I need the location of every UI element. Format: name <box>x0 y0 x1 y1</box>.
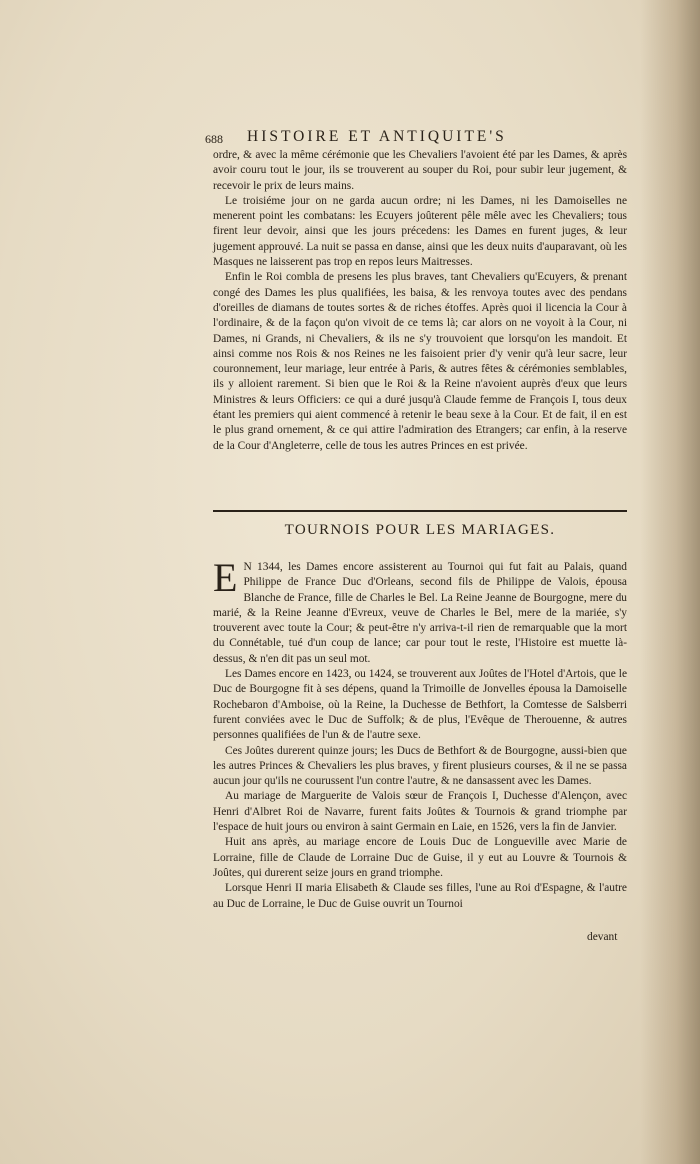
page-number: 688 <box>205 132 223 146</box>
section-divider <box>213 510 627 512</box>
drop-cap: E <box>213 555 238 600</box>
page-header <box>205 128 630 148</box>
paragraph: Au mariage de Marguerite de Valois sœur de François I, Duchesse d'Alençon, avec Henri d'Albret Roi de Navarre, furent faits Joûtes & Tournois & grand triomphe par l'espace de huit jours ou environ à saint Germain en Laie, en 1526, vers la fin de Janvier. <box>213 790 627 834</box>
section-text-block <box>213 555 627 912</box>
paragraph: Ces Joûtes durerent quinze jours; les Ducs de Bethfort & de Bourgogne, aussi-bien que les autres Princes & Chevaliers les plus braves, y firent plusieurs courses, & il ne se passa aucun jour qu'ils ne courussent l'un contre l'autre, & ne dansassent avec les Dames. <box>213 744 627 788</box>
section-title: TOURNOIS POUR LES MARIAGES. <box>284 522 556 538</box>
paragraph: Huit ans après, au mariage encore de Louis Duc de Longueville avec Marie de Lorraine, fille de Claude de Lorraine Duc de Guise, il y eut au Louvre & Tournois & Joûtes, qui durerent seize jours en grand triomphe. <box>213 836 627 879</box>
catchword: devant <box>587 931 618 943</box>
paragraph: Lorsque Henri II maria Elisabeth & Claude ses filles, l'une au Roi d'Espagne, & l'autre au Duc de Lorraine, le Duc de Guise ouvrit un Tournoi <box>213 882 627 910</box>
paragraph: ordre, & avec la même cérémonie que les Chevaliers l'avoient été par les Dames, & après avoir couru tout le jour, ils se trouverent au souper du Roi, pour subir leur jugement, & recevoir le prix de leurs mains. <box>213 149 627 192</box>
paragraph: Le troisiéme jour on ne garda aucun ordre; ni les Dames, ni les Damoiselles ne menerent point les combatans: les Ecuyers joûterent pêle mêle avec les Chevaliers; tous firent leur devoir, ainsi que les jours précedens: les Dames en furent juges, & leur jugement approuvé. La nuit se passa en danse, ainsi que les deux nuits d'auparavant, où les Masques ne laisserent pas trop en repos leurs Maitresses. <box>213 194 627 269</box>
top-text-block <box>213 148 627 454</box>
paragraph: Les Dames encore en 1423, ou 1424, se trouverent aux Joûtes de l'Hotel d'Artois, que le Duc de Bourgogne fit à ses dépens, quand la Trimoille de Jonvelles épousa la Damoiselle Rochebaron d'Amboise, où la Reine, la Duchesse de Bethfort, la Comtesse de Salsberri furent conviées avec le Duc de Suffolk; & de plus, l'Evêque de Therouenne, & autres personnes qualifiées de l'un & de l'autre sexe. <box>213 668 627 742</box>
first-paragraph <box>213 555 627 667</box>
first-paragraph-text: N 1344, les Dames encore assisterent au Tournoi qui fut fait au Palais, quand Philippe de France Duc d'Orleans, second fils de Philippe de Valois, épousa Blanche de France, fille de Charles le Bel. La Reine Jeanne de Bourgogne, mere du marié, & la Reine Jeanne d'Evreux, veuve de Charles le Bel, mere de la mariée, s'y trouverent avec toute la Cour; & peut-être n'y arriva-t-il rien de remarquable que la mort du Connétable, tué d'un coup de lance; car pour tout le reste, l'Histoire est muette là-dessus, & n'en dit pas un seul mot. <box>213 561 627 665</box>
page-gutter-shadow <box>640 0 700 1164</box>
running-title: HISTOIRE ET ANTIQUITE'S <box>247 128 507 145</box>
paragraph: Enfin le Roi combla de presens les plus braves, tant Chevaliers qu'Ecuyers, & prenant congé des Dames les plus qualifiées, les baisa, & les renvoya toutes avec des pendans d'oreilles de diamans de toutes sortes & de riches étoffes. Après quoi il licencia la Cour à l'ordinaire, & de la façon qu'on vivoit de ce tems là; car alors on ne voyoit à la Cour, ni Dames, ni Grands, ni Chevaliers, & ils ne s'y trouvoient que lorsqu'on les mandoit. Et ainsi comme nos Rois & nos Reines ne les faisoient prier d'y venir qu'à leur sacre, leur couronnement, leur mariage, leur entrée à Paris, & autres fêtes & cérémonies semblables, ils y alloient rarement. Si bien que le Roi & la Reine n'avoient auprès d'eux que leurs Ministres & leurs Officiers: ce qui a duré jusqu'à Claude femme de François I, tous deux étant les premiers qui aient commencé à retenir le beau sexe à la Cour. Et de fait, il en est le plus grand ornement, & ce qui attire l'admiration des Etrangers; car enfin, à la reserve de la Cour d'Angleterre, celle de tous les autres Princes en est privée. <box>213 271 627 452</box>
